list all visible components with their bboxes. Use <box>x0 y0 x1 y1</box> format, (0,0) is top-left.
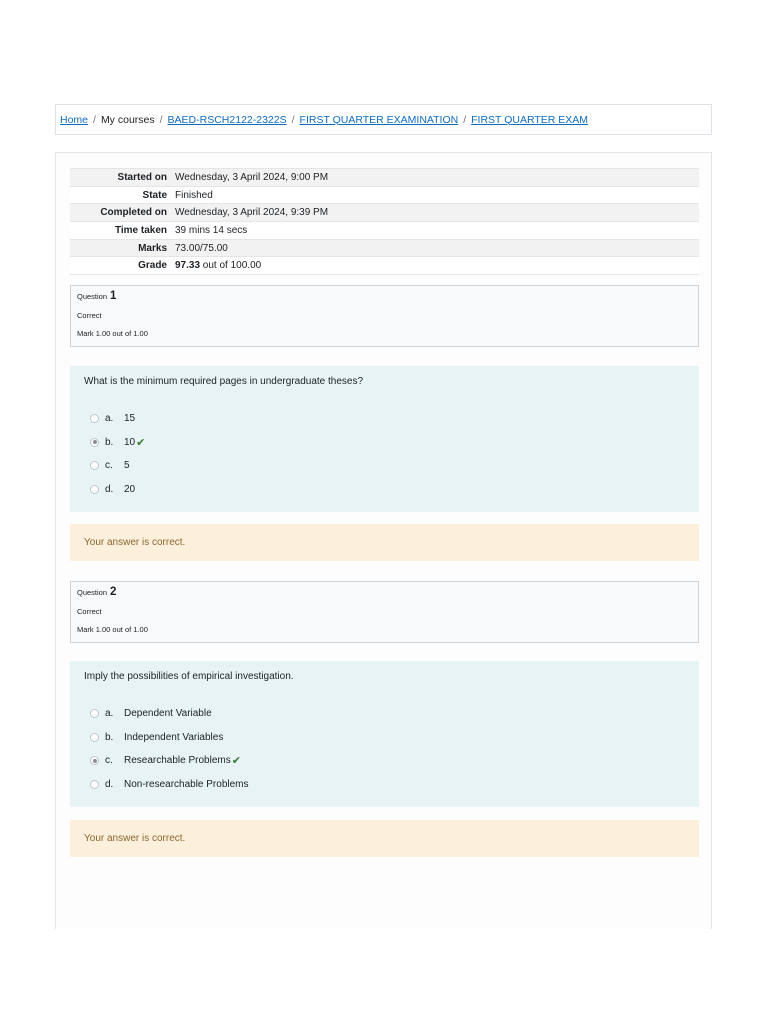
option-letter: a. <box>105 708 114 720</box>
option-letter: b. <box>105 436 114 448</box>
summary-label: Started on <box>70 169 171 187</box>
answer-option-d[interactable] <box>84 478 685 502</box>
question-text: Imply the possibilities of empirical investigation. <box>84 671 294 682</box>
summary-label: Marks <box>70 239 171 257</box>
check-icon: ✔ <box>136 436 146 449</box>
question-content-1 <box>70 366 699 512</box>
summary-row-marks <box>70 239 699 257</box>
summary-label: Grade <box>70 257 171 275</box>
feedback-2: Your answer is correct. <box>70 820 699 857</box>
answer-option-d[interactable] <box>84 773 685 797</box>
breadcrumb-separator: / <box>159 113 163 126</box>
question-prefix: Question <box>77 292 108 301</box>
breadcrumb-separator: / <box>93 113 96 126</box>
question-text: What is the minimum required pages in undergraduate theses? <box>84 376 364 387</box>
question-info-2 <box>70 581 699 643</box>
question-mark: Mark 1.00 out of 1.00 <box>77 625 148 634</box>
question-info-1 <box>70 285 699 347</box>
option-text: Dependent Variable <box>124 708 212 720</box>
radio-icon[interactable] <box>90 733 99 742</box>
summary-row-grade <box>70 257 699 275</box>
summary-value: 39 mins 14 secs <box>171 222 699 240</box>
summary-row-state <box>70 186 699 204</box>
question-number <box>77 290 692 308</box>
option-text: 5 <box>124 460 130 472</box>
breadcrumb-my-courses: My courses <box>100 113 155 126</box>
question-content-2 <box>70 661 699 807</box>
breadcrumb <box>55 104 712 135</box>
summary-value <box>171 257 699 275</box>
summary-label: Completed on <box>70 204 171 222</box>
answer-options <box>84 407 685 501</box>
option-letter: c. <box>105 755 113 767</box>
question-number <box>77 586 692 604</box>
option-letter: b. <box>105 731 114 743</box>
option-letter: c. <box>105 460 113 472</box>
answer-option-c[interactable] <box>84 749 685 773</box>
attempt-summary-table <box>70 168 699 275</box>
question-state: Correct <box>77 311 102 320</box>
breadcrumb-course-link[interactable]: BAED-RSCH2122-2322S <box>167 113 287 126</box>
option-letter: a. <box>105 413 114 425</box>
answer-option-b[interactable] <box>84 431 685 455</box>
answer-option-a[interactable] <box>84 702 685 726</box>
option-letter: d. <box>105 778 114 790</box>
breadcrumb-home-link[interactable]: Home <box>60 113 89 126</box>
answer-option-b[interactable] <box>84 726 685 750</box>
summary-row-time-taken <box>70 222 699 240</box>
breadcrumb-separator: / <box>463 113 467 126</box>
summary-row-started-on <box>70 169 699 187</box>
question-number-value: 1 <box>110 290 117 302</box>
breadcrumb-section-link[interactable]: FIRST QUARTER EXAMINATION <box>299 113 459 126</box>
option-text: 15 <box>124 413 136 425</box>
grade-suffix: out of 100.00 <box>200 260 262 272</box>
breadcrumb-exam-link[interactable]: FIRST QUARTER EXAM <box>471 113 589 126</box>
summary-value: 73.00/75.00 <box>171 239 699 257</box>
question-state: Correct <box>77 607 102 616</box>
grade-score: 97.33 <box>175 260 201 272</box>
radio-icon[interactable] <box>90 709 99 718</box>
summary-row-completed-on <box>70 204 699 222</box>
summary-value: Wednesday, 3 April 2024, 9:00 PM <box>171 169 699 187</box>
option-text: 10 <box>124 436 136 448</box>
option-text: 20 <box>124 483 136 495</box>
breadcrumb-separator: / <box>291 113 295 126</box>
radio-icon[interactable] <box>90 438 99 447</box>
option-text: Researchable Problems <box>124 755 231 767</box>
summary-label: State <box>70 186 171 204</box>
question-prefix: Question <box>77 588 108 597</box>
quiz-review-panel <box>55 152 712 929</box>
radio-icon[interactable] <box>90 461 99 470</box>
option-letter: d. <box>105 483 114 495</box>
summary-value: Wednesday, 3 April 2024, 9:39 PM <box>171 204 699 222</box>
option-text: Independent Variables <box>124 731 224 743</box>
answer-option-c[interactable] <box>84 454 685 478</box>
radio-icon[interactable] <box>90 780 99 789</box>
radio-icon[interactable] <box>90 414 99 423</box>
option-text: Non-researchable Problems <box>124 778 249 790</box>
answer-option-a[interactable] <box>84 407 685 431</box>
check-icon: ✔ <box>231 755 241 768</box>
question-number-value: 2 <box>110 586 117 598</box>
summary-label: Time taken <box>70 222 171 240</box>
radio-icon[interactable] <box>90 756 99 765</box>
answer-options <box>84 702 685 796</box>
feedback-1: Your answer is correct. <box>70 524 699 561</box>
question-mark: Mark 1.00 out of 1.00 <box>77 329 148 338</box>
radio-icon[interactable] <box>90 485 99 494</box>
summary-value: Finished <box>171 186 699 204</box>
